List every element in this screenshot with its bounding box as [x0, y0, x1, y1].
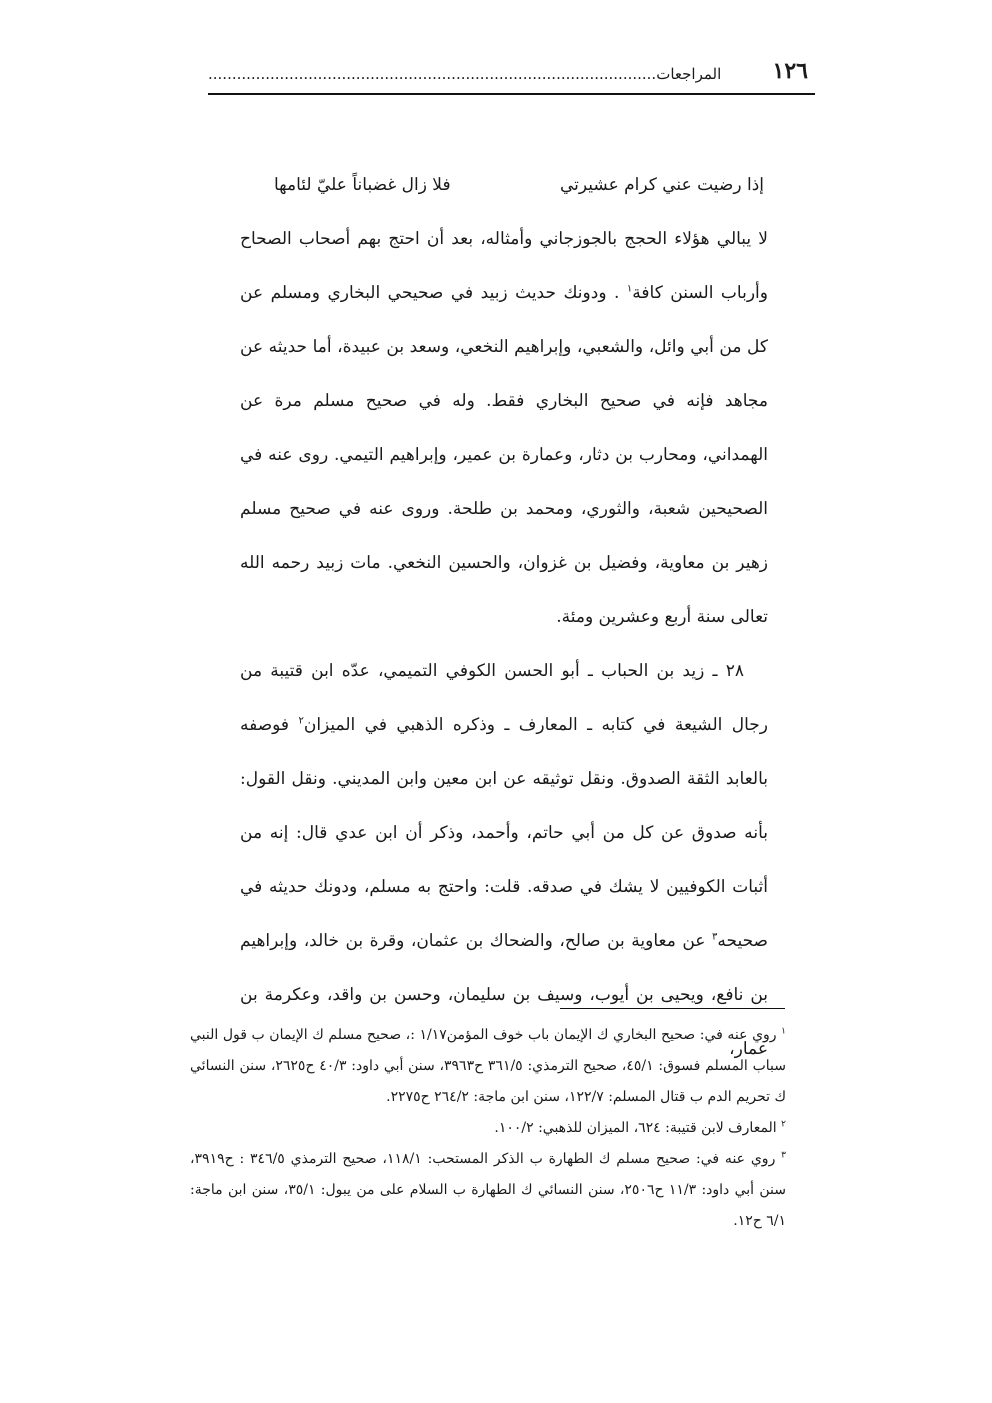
- footnote-ref-1[interactable]: ١: [626, 283, 633, 295]
- footnote-ref-2[interactable]: ٢: [298, 715, 304, 727]
- footnote-text: روي عنه في: صحيح البخاري ك الإيمان باب خوف المؤمن١/١٧ :، صحيح مسلم ك الإيمان ب قول النبي سباب المسلم فسوق: ٤٥/١، صحيح الترمذي: ٣٦١/٥ ح٣٩٦٣، سنن أبي داود: ٤٠/٣ ح٢٦٢٥، سنن النسائي ك تحريم الدم ب قتال المسلم: ١٢٢/٧، سنن ابن ماجة: ٢٦٤/٢ ح٢٢٧٥.: [190, 1027, 786, 1105]
- paragraph-zubayd: [240, 212, 768, 644]
- footnote-1: [190, 1020, 786, 1113]
- paragraph-text: فوصفه بالعابد الثقة الصدوق. ونقل توثيقه عن ابن معين وابن المديني. ونقل القول: بأنه صدوق عن كل من أبي حاتم، وأحمد، وذكر أن ابن عدي قال: إنه من أثبات الكوفيين لا يشك في صدقه. قلت: واحتج به مسلم، ودونك حديثه في صحيحه: [240, 715, 768, 951]
- footnote-text: المعارف لابن قتيبة: ٦٢٤، الميزان للذهبي: ١٠٠/٢.: [494, 1120, 777, 1136]
- page-header: [208, 50, 808, 94]
- footnote-number: ٢: [781, 1119, 786, 1130]
- footnotes: [190, 1020, 786, 1237]
- footnote-ref-3[interactable]: ٣: [711, 931, 718, 943]
- verse-second-hemistich: فلا زال غضباناً عليّ لئامها: [274, 175, 451, 195]
- footnote-2: [190, 1113, 786, 1144]
- main-text: [240, 158, 768, 1076]
- verse-first-hemistich: إذا رضيت عني كرام عشيرتي: [560, 175, 764, 195]
- footnote-3: [190, 1144, 786, 1237]
- footnote-separator: [560, 1008, 785, 1009]
- paragraph-zayd-ibn-al-hubab: [240, 644, 768, 1076]
- paragraph-text: ٢٨ ـ زيد بن الحباب ـ أبو الحسن الكوفي التميمي، عدّه ابن قتيبة من رجال الشيعة في كتابه ـ المعارف ـ وذكره الذهبي في الميزان: [240, 661, 768, 735]
- running-title: المراجعات..............................................................................................: [208, 65, 722, 83]
- paragraph-text: . ودونك حديث زبيد في صحيحي البخاري ومسلم عن كل من أبي وائل، والشعبي، وإبراهيم النخعي، وسعد بن عبيدة، أما حديثه عن مجاهد فإنه في صحيح البخاري فقط. وله في صحيح مسلم مرة عن الهمداني، ومحارب بن دثار، وعمارة بن عمير، وإبراهيم التيمي. روى عنه في الصحيحين شعبة، والثوري، ومحمد بن طلحة. وروى عنه في صحيح مسلم زهير بن معاوية، وفضيل بن غزوان، والحسين النخعي. مات زبيد رحمه الله تعالى سنة أربع وعشرين ومئة.: [240, 283, 768, 627]
- footnote-number: ١: [781, 1026, 786, 1037]
- paragraph-text: لا يبالي هؤلاء الحجج بالجوزجاني وأمثاله، بعد أن احتج بهم أصحاب الصحاح وأرباب السنن كافة: [240, 229, 768, 303]
- header-rule: [208, 93, 815, 95]
- page-number: ١٢٦: [772, 58, 808, 84]
- paragraph-text: عن معاوية بن صالح، والضحاك بن عثمان، وقرة بن خالد، وإبراهيم بن نافع، ويحيى بن أيوب، وسيف بن سليمان، وحسن بن واقد، وعكرمة بن عمار،: [240, 931, 768, 1059]
- footnote-number: ٣: [781, 1150, 787, 1161]
- footnote-text: روي عنه في: صحيح مسلم ك الطهارة ب الذكر المستحب: ١١٨/١، صحيح الترمذي ٣٤٦/٥ : ح٣٩١٩، سنن أبي داود: ١١/٣ ح٢٥٠٦، سنن النسائي ك الطهارة ب السلام على من يبول: ٣٥/١، سنن ابن ماجة: ٦/١ ح١٢.: [190, 1151, 786, 1229]
- poetry-verse: [240, 158, 768, 212]
